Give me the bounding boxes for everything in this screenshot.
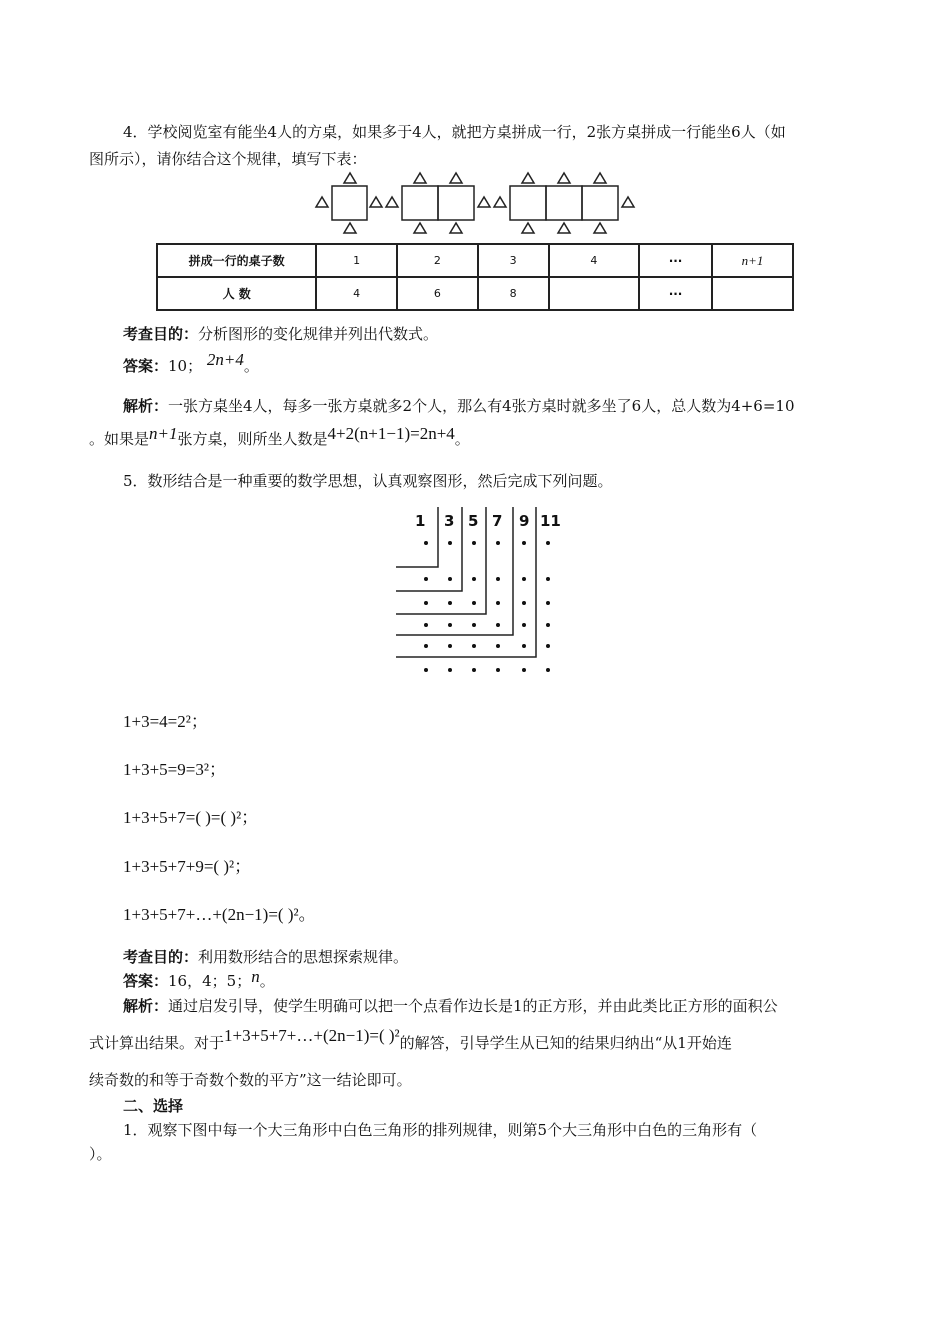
table-cell: 8 [478,277,549,310]
seat-triangle [344,223,356,233]
analysis-math: 4+2(n+1−1)=2n+4 [327,424,455,443]
dot-grid [424,541,550,672]
figure-label: 9 [519,512,530,530]
answer-end: 。 [243,357,259,375]
seat-triangle [450,173,462,183]
grid-dot [472,577,476,581]
grid-dot [448,623,452,627]
grid-dot [472,668,476,672]
purpose-label: 考查目的： [123,948,199,966]
seat-triangle [386,197,398,207]
grid-dot [522,601,526,605]
grid-dot [472,601,476,605]
grid-dot [522,541,526,545]
grid-dot [424,623,428,627]
q5-eq3: 1+3+5+7=( )=( )²； [123,808,259,827]
table-square [582,186,618,220]
seat-triangle [450,223,462,233]
table-cell: 4 [316,277,397,310]
table-cell: 1 [316,244,397,277]
purpose-text: 利用数形结合的思想探索规律。 [198,948,409,966]
q4-analysis-line2 [89,424,470,449]
grid-dot [496,541,500,545]
q5-eq4: 1+3+5+7+9=( )²； [123,857,252,876]
q5-answer [123,967,275,991]
q5-analysis-line2 [89,1026,732,1053]
grid-dot [448,541,452,545]
grid-dot [424,601,428,605]
section-title: 二、选择 [123,1097,184,1115]
grid-dot [424,644,428,648]
q5-eq5: 1+3+5+7+…+(2n−1)=( )²。 [123,905,316,924]
analysis-text: 式计算出结果。对于 [89,1034,225,1052]
figure-label: 3 [444,512,455,530]
seat-triangle [558,223,570,233]
figure-label: 7 [492,512,503,530]
table-row [157,277,793,310]
grid-dot [472,644,476,648]
answer-text: 16，4；5； [168,972,252,990]
table-row [157,244,793,277]
grid-dot [424,577,428,581]
analysis-text: 一张方桌坐4人，每多一张方桌就多2个人，那么有4张方桌时就多坐了6人，总人数为4+6=10 [168,397,795,415]
table-square [510,186,546,220]
table-cell: 拼成一行的桌子数 [157,244,316,277]
grid-dot [546,541,550,545]
figure-label: 11 [540,512,561,530]
grid-dot [496,601,500,605]
answer-label: 答案： [123,972,169,990]
table-cell: 4 [549,244,640,277]
grid-dot [448,601,452,605]
table-cell: 人 数 [157,277,316,310]
answer-math: 2n+4 [206,350,244,369]
grid-dot [496,668,500,672]
q5-text-line1: 5．数形结合是一种重要的数学思想，认真观察图形，然后完成下列问题。 [123,472,613,490]
q4-text-line2: 图所示），请你结合这个规律，填写下表： [89,150,367,168]
section2-q1-line2: ）。 [89,1145,112,1163]
q4-purpose [123,323,438,344]
grid-dot [472,623,476,627]
seat-triangle [594,173,606,183]
purpose-text: 分析图形的变化规律并列出代数式。 [198,325,439,343]
seat-triangle [344,173,356,183]
q4-text-line1: 4．学校阅览室有能坐4人的方桌，如果多于4人，就把方桌拼成一行，2张方桌拼成一行能坐6人（如 [123,123,786,141]
answer-math: n [251,967,260,986]
seat-triangle [370,197,382,207]
q4-analysis-line1 [123,395,795,416]
grid-dot [546,644,550,648]
table-cell: ··· [639,244,712,277]
grid-dot [522,668,526,672]
seat-triangle [414,223,426,233]
grid-dot [472,541,476,545]
grid-dot [546,668,550,672]
table-cell: n+1 [712,244,793,277]
section2-q1-line1: 1．观察下图中每一个大三角形中白色三角形的排列规律，则第5个大三角形中白色的三角形有（ [123,1121,758,1139]
grid-dot [424,668,428,672]
grid-dot [522,623,526,627]
seat-triangle [478,197,490,207]
table-square [402,186,438,220]
grid-dot [546,623,550,627]
q5-analysis-line1 [123,995,778,1016]
grid-dot [546,577,550,581]
analysis-math: n+1 [149,424,178,443]
q5-eq1: 1+3=4=2²； [123,712,208,731]
grid-dot [448,668,452,672]
analysis-text: 的解答，引导学生从已知的结果归纳出“从1开始连 [399,1034,732,1052]
table-cell: ··· [639,277,712,310]
purpose-label: 考查目的： [123,325,199,343]
seat-triangle [622,197,634,207]
q5-purpose [123,946,408,967]
analysis-text: 。如果是 [89,430,150,448]
table-square [546,186,582,220]
figure-label: 5 [468,512,479,530]
analysis-text: 。 [454,430,470,448]
q4-answer [123,350,259,376]
table-square [438,186,474,220]
seat-triangle [316,197,328,207]
answer-end: 。 [259,972,275,990]
table-cell [712,277,793,310]
table-square [332,186,367,220]
grid-dot [522,577,526,581]
grid-dot [448,577,452,581]
grid-dot [496,577,500,581]
answer-text: 10； [168,357,203,375]
table-cell [549,277,640,310]
grid-dot [424,541,428,545]
grid-dot [522,644,526,648]
figure-label: 1 [415,512,426,530]
grid-dot [496,623,500,627]
table-cell: 6 [397,277,478,310]
grid-dot [496,644,500,648]
grid-dot [546,601,550,605]
grid-dot [448,644,452,648]
analysis-math: 1+3+5+7+…+(2n−1)=( )² [224,1026,400,1045]
analysis-text: 通过启发引导，使学生明确可以把一个点看作边长是1的正方形，并由此类比正方形的面积公 [168,997,778,1015]
analysis-label: 解析： [123,397,169,415]
odd-numbers-dot-figure [391,499,565,679]
seat-triangle [522,223,534,233]
seat-triangle [414,173,426,183]
analysis-text: 张方桌，则所坐人数是 [177,430,328,448]
tables-figure [310,170,640,235]
seat-triangle [558,173,570,183]
table-cell: 2 [397,244,478,277]
analysis-label: 解析： [123,997,169,1015]
seat-triangle [522,173,534,183]
seat-triangle [594,223,606,233]
q5-eq2: 1+3+5=9=3²； [123,760,226,779]
fill-in-table [156,243,794,311]
answer-label: 答案： [123,357,169,375]
seat-triangle [494,197,506,207]
table-cell: 3 [478,244,549,277]
q5-analysis-line3: 续奇数的和等于奇数个数的平方”这一结论即可。 [89,1071,412,1089]
